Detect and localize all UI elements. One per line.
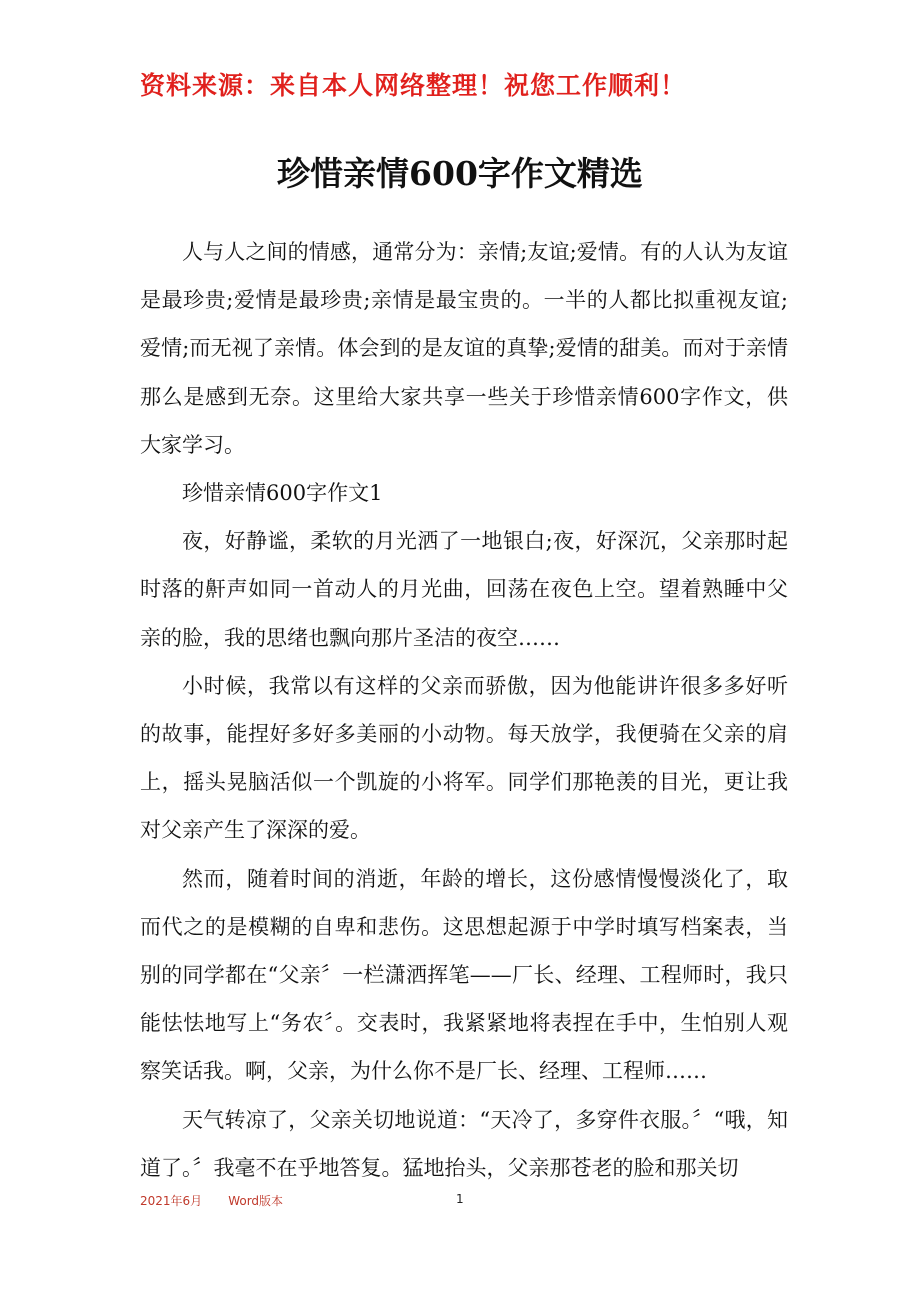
footer-date: 2021年6月 (140, 1194, 203, 1208)
source-note: 资料来源：来自本人网络整理！祝您工作顺利！ (140, 71, 687, 100)
paragraph: 小时候，我常以有这样的父亲而骄傲，因为他能讲许很多多好听的故事，能捏好多好多美丽的小动物。每天放学，我便骑在父亲的肩上，摇头晃脑活似一个凯旋的小将军。同学们那艳羡的目光，更让我对父亲产生了深深的爱。 (140, 673, 788, 843)
document-body (140, 228, 788, 1192)
paragraph: 夜，好静谧，柔软的月光洒了一地银白;夜，好深沉，父亲那时起时落的鼾声如同一首动人的月光曲，回荡在夜色上空。望着熟睡中父亲的脸，我的思绪也飘向那片圣洁的夜空…… (140, 529, 788, 650)
footer-meta (140, 1192, 283, 1209)
paragraph: 天气转凉了，父亲关切地说道：“天冷了，多穿件衣服。〞“哦，知道了。〞我毫不在乎地答复。猛地抬头，父亲那苍老的脸和那关切 (140, 1107, 788, 1180)
page-number: 1 (456, 1192, 464, 1206)
paragraph: 然而，随着时间的消逝，年龄的增长，这份感情慢慢淡化了，取而代之的是模糊的自卑和悲伤。这思想起源于中学时填写档案表，当别的同学都在“父亲〞一栏潇洒挥笔——厂长、经理、工程师时，我只能怯怯地写上“务农〞。交表时，我紧紧地将表捏在手中，生怕别人观察笑话我。啊，父亲，为什么你不是厂长、经理、工程师…… (140, 866, 788, 1084)
paragraph-intro: 人与人之间的情感，通常分为：亲情;友谊;爱情。有的人认为友谊是最珍贵;爱情是最珍贵;亲情是最宝贵的。一半的人都比拟重视友谊;爱情;而无视了亲情。体会到的是友谊的真挚;爱情的甜美。而对于亲情那么是感到无奈。这里给大家共享一些关于珍惜亲情600字作文，供大家学习。 (140, 240, 788, 457)
paragraph-essay-heading: 珍惜亲情600字作文1 (182, 481, 383, 506)
document-title: 珍惜亲情600字作文精选 (277, 154, 643, 193)
footer-version: Word版本 (228, 1194, 284, 1208)
